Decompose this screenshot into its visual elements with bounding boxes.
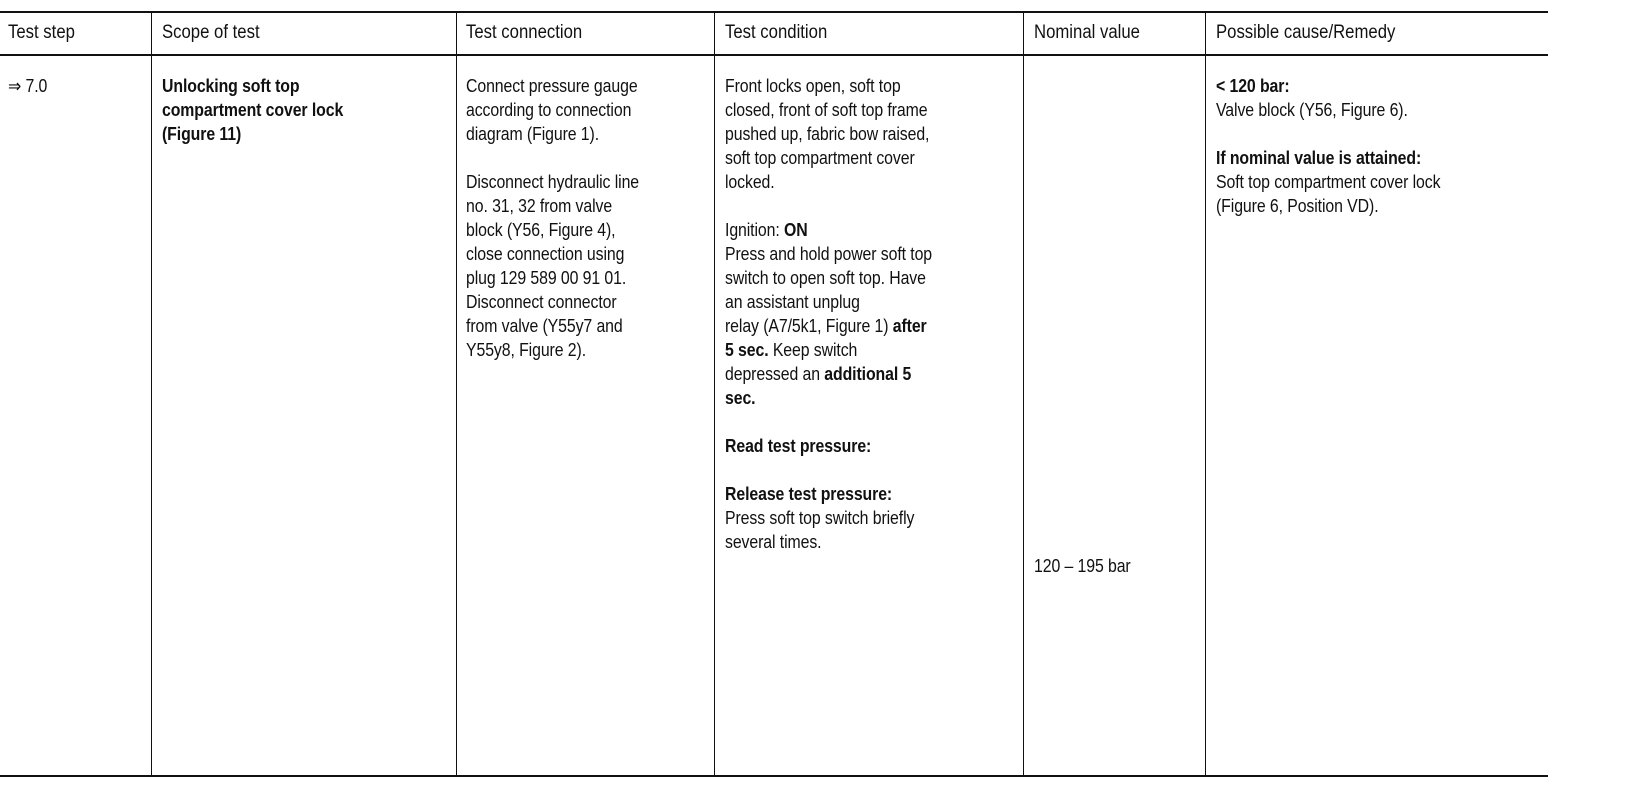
paragraph-gap — [466, 146, 639, 170]
condition-line: an assistant unplug — [725, 292, 860, 312]
table-top-rule — [0, 11, 1548, 13]
paragraph-gap — [725, 458, 932, 482]
condition-line: switch to open soft top. Have — [725, 268, 926, 288]
header-rule — [0, 54, 1548, 56]
remedy-condition-label: < 120 bar: — [1216, 76, 1290, 96]
condition-line: several times. — [725, 532, 822, 552]
condition-line: Press and hold power soft top — [725, 244, 933, 264]
condition-emphasis: additional 5 — [824, 364, 912, 384]
release-test-pressure-label: Release test pressure: — [725, 484, 893, 504]
remedy-condition-label: If nominal value is attained: — [1216, 148, 1422, 168]
condition-line: Front locks open, soft top — [725, 76, 901, 96]
header-possible-cause-remedy: Possible cause/Remedy — [1216, 22, 1396, 43]
column-divider — [456, 11, 457, 775]
condition-text: depressed an — [725, 364, 825, 384]
test-step-value: ⇒ 7.0 — [8, 76, 48, 96]
header-nominal-value: Nominal value — [1034, 22, 1140, 43]
condition-line: closed, front of soft top frame — [725, 100, 928, 120]
connection-line: close connection using — [466, 244, 625, 264]
header-test-step: Test step — [8, 22, 75, 43]
test-condition-cell — [725, 74, 932, 554]
connection-line: plug 129 589 00 91 01. — [466, 268, 627, 288]
condition-emphasis: after — [892, 316, 927, 336]
remedy-line: Valve block (Y56, Figure 6). — [1216, 100, 1408, 120]
possible-cause-remedy-cell — [1216, 74, 1440, 218]
condition-text: relay (A7/5k1, Figure 1) — [725, 316, 893, 336]
connection-line: no. 31, 32 from valve — [466, 196, 613, 216]
condition-line: locked. — [725, 172, 775, 192]
connection-line: block (Y56, Figure 4), — [466, 220, 616, 240]
header-test-condition: Test condition — [725, 22, 828, 43]
ignition-label: Ignition: — [725, 220, 785, 240]
paragraph-gap — [725, 194, 932, 218]
connection-line: according to connection — [466, 100, 632, 120]
condition-line: pushed up, fabric bow raised, — [725, 124, 930, 144]
scope-line: compartment cover lock — [162, 100, 344, 120]
condition-emphasis: 5 sec. — [725, 340, 769, 360]
connection-line: Y55y8, Figure 2). — [466, 340, 587, 360]
connection-line: Connect pressure gauge — [466, 76, 638, 96]
column-divider — [714, 11, 715, 775]
ignition-line — [725, 218, 932, 242]
column-divider — [151, 11, 152, 775]
ignition-value: ON — [784, 220, 808, 240]
scope-line: (Figure 11) — [162, 124, 242, 144]
header-test-connection: Test connection — [466, 22, 583, 43]
paragraph-gap — [1216, 122, 1440, 146]
condition-line — [725, 362, 932, 386]
condition-line: soft top compartment cover — [725, 148, 915, 168]
connection-line: from valve (Y55y7 and — [466, 316, 623, 336]
connection-line: Disconnect connector — [466, 292, 617, 312]
condition-text: Keep switch — [768, 340, 858, 360]
condition-line: Press soft top switch briefly — [725, 508, 915, 528]
header-scope-of-test: Scope of test — [162, 22, 260, 43]
condition-line: sec. — [725, 388, 756, 408]
connection-line: Disconnect hydraulic line — [466, 172, 640, 192]
table-bottom-rule — [0, 775, 1548, 777]
test-connection-cell — [466, 74, 639, 362]
scope-line: Unlocking soft top — [162, 76, 300, 96]
connection-line: diagram (Figure 1). — [466, 124, 600, 144]
column-divider — [1205, 11, 1206, 775]
read-test-pressure-label: Read test pressure: — [725, 436, 872, 456]
nominal-value: 120 – 195 bar — [1034, 556, 1131, 576]
condition-line — [725, 314, 932, 338]
condition-line — [725, 338, 932, 362]
remedy-line: Soft top compartment cover lock — [1216, 172, 1441, 192]
remedy-line: (Figure 6, Position VD). — [1216, 196, 1379, 216]
paragraph-gap — [725, 410, 932, 434]
scope-of-test-cell — [162, 74, 343, 146]
column-divider — [1023, 11, 1024, 775]
